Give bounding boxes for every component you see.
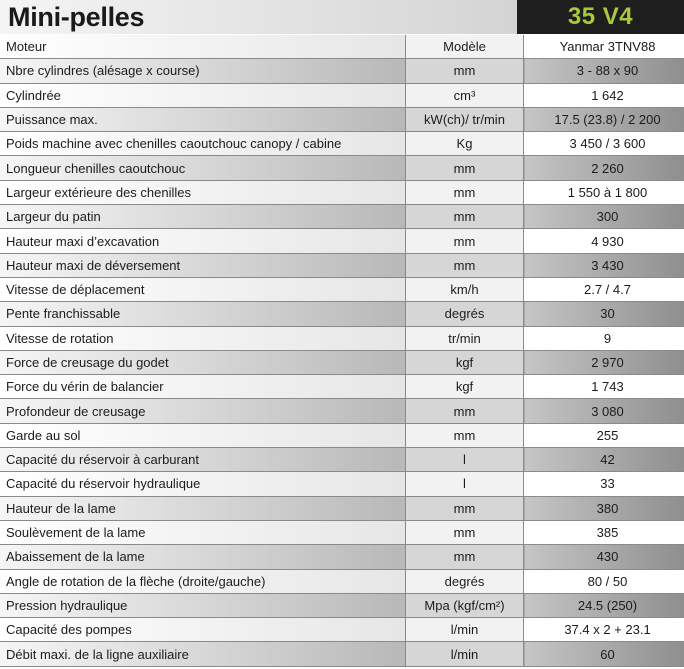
spec-unit: mm (406, 545, 524, 569)
table-row (0, 545, 684, 569)
spec-value: 2 260 (524, 156, 684, 180)
table-row (0, 180, 684, 204)
spec-label: Soulèvement de la lame (0, 520, 406, 544)
spec-value: 1 550 à 1 800 (524, 180, 684, 204)
spec-label: Capacité du réservoir à carburant (0, 448, 406, 472)
table-row (0, 375, 684, 399)
table-row (0, 618, 684, 642)
spec-unit: l (406, 448, 524, 472)
title-cell (0, 0, 517, 34)
spec-label: Largeur du patin (0, 205, 406, 229)
table-row (0, 593, 684, 617)
spec-unit: kgf (406, 375, 524, 399)
spec-unit: degrés (406, 302, 524, 326)
table-row (0, 229, 684, 253)
table-row (0, 107, 684, 131)
spec-value: 30 (524, 302, 684, 326)
spec-table-body (0, 35, 684, 666)
spec-value: 300 (524, 205, 684, 229)
spec-value: 17.5 (23.8) / 2 200 (524, 107, 684, 131)
table-row (0, 496, 684, 520)
spec-unit: l (406, 472, 524, 496)
spec-unit: l/min (406, 642, 524, 666)
table-row (0, 569, 684, 593)
spec-value: 255 (524, 423, 684, 447)
model-cell (517, 0, 684, 34)
spec-label: Puissance max. (0, 107, 406, 131)
spec-label: Angle de rotation de la flèche (droite/gauche) (0, 569, 406, 593)
spec-value: 60 (524, 642, 684, 666)
table-row (0, 399, 684, 423)
table-row (0, 520, 684, 544)
spec-value: 42 (524, 448, 684, 472)
spec-value: 3 450 / 3 600 (524, 132, 684, 156)
spec-value: 3 - 88 x 90 (524, 59, 684, 83)
table-row (0, 448, 684, 472)
spec-value: 385 (524, 520, 684, 544)
spec-unit: mm (406, 156, 524, 180)
spec-unit: kW(ch)/ tr/min (406, 107, 524, 131)
spec-value: 1 743 (524, 375, 684, 399)
spec-unit: Mpa (kgf/cm²) (406, 593, 524, 617)
spec-value: 4 930 (524, 229, 684, 253)
spec-unit: l/min (406, 618, 524, 642)
spec-unit: kgf (406, 350, 524, 374)
spec-label: Moteur (0, 35, 406, 59)
table-row (0, 277, 684, 301)
spec-label: Vitesse de rotation (0, 326, 406, 350)
table-row (0, 35, 684, 59)
spec-unit: mm (406, 496, 524, 520)
spec-value: 1 642 (524, 83, 684, 107)
spec-unit: mm (406, 253, 524, 277)
table-row (0, 472, 684, 496)
spec-label: Cylindrée (0, 83, 406, 107)
spec-label: Poids machine avec chenilles caoutchouc canopy / cabine (0, 132, 406, 156)
spec-label: Hauteur maxi de déversement (0, 253, 406, 277)
spec-label: Longueur chenilles caoutchouc (0, 156, 406, 180)
spec-value: 37.4 x 2 + 23.1 (524, 618, 684, 642)
spec-label: Abaissement de la lame (0, 545, 406, 569)
spec-label: Vitesse de déplacement (0, 277, 406, 301)
spec-label: Hauteur de la lame (0, 496, 406, 520)
spec-value: 2 970 (524, 350, 684, 374)
spec-unit: mm (406, 205, 524, 229)
table-row (0, 302, 684, 326)
spec-value: 430 (524, 545, 684, 569)
spec-value: 9 (524, 326, 684, 350)
table-row (0, 83, 684, 107)
spec-unit: mm (406, 229, 524, 253)
table-row (0, 132, 684, 156)
model-name: 35 V4 (567, 3, 634, 30)
spec-value: 3 080 (524, 399, 684, 423)
spec-label: Force du vérin de balancier (0, 375, 406, 399)
spec-label: Largeur extérieure des chenilles (0, 180, 406, 204)
table-row (0, 59, 684, 83)
spec-unit: Modèle (406, 35, 524, 59)
spec-value: 2.7 / 4.7 (524, 277, 684, 301)
spec-label: Garde au sol (0, 423, 406, 447)
spec-label: Débit maxi. de la ligne auxiliaire (0, 642, 406, 666)
spec-label: Capacité des pompes (0, 618, 406, 642)
spec-unit: mm (406, 180, 524, 204)
spec-value: 80 / 50 (524, 569, 684, 593)
spec-unit: tr/min (406, 326, 524, 350)
table-row (0, 205, 684, 229)
spec-label: Pression hydraulique (0, 593, 406, 617)
spec-unit: km/h (406, 277, 524, 301)
spec-label: Nbre cylindres (alésage x course) (0, 59, 406, 83)
spec-label: Pente franchissable (0, 302, 406, 326)
spec-unit: mm (406, 59, 524, 83)
spec-header (0, 0, 684, 34)
spec-table (0, 35, 684, 667)
spec-unit: Kg (406, 132, 524, 156)
spec-label: Hauteur maxi d’excavation (0, 229, 406, 253)
table-row (0, 423, 684, 447)
spec-value: 24.5 (250) (524, 593, 684, 617)
spec-label: Force de creusage du godet (0, 350, 406, 374)
spec-value: 3 430 (524, 253, 684, 277)
page-title: Mini-pelles (8, 1, 145, 32)
table-row (0, 326, 684, 350)
spec-value: 33 (524, 472, 684, 496)
spec-unit: mm (406, 399, 524, 423)
spec-value: 380 (524, 496, 684, 520)
spec-unit: cm³ (406, 83, 524, 107)
spec-unit: degrés (406, 569, 524, 593)
spec-value: Yanmar 3TNV88 (524, 35, 684, 59)
spec-unit: mm (406, 423, 524, 447)
spec-label: Profondeur de creusage (0, 399, 406, 423)
table-row (0, 156, 684, 180)
table-row (0, 350, 684, 374)
spec-label: Capacité du réservoir hydraulique (0, 472, 406, 496)
table-row (0, 253, 684, 277)
spec-unit: mm (406, 520, 524, 544)
table-row (0, 642, 684, 666)
